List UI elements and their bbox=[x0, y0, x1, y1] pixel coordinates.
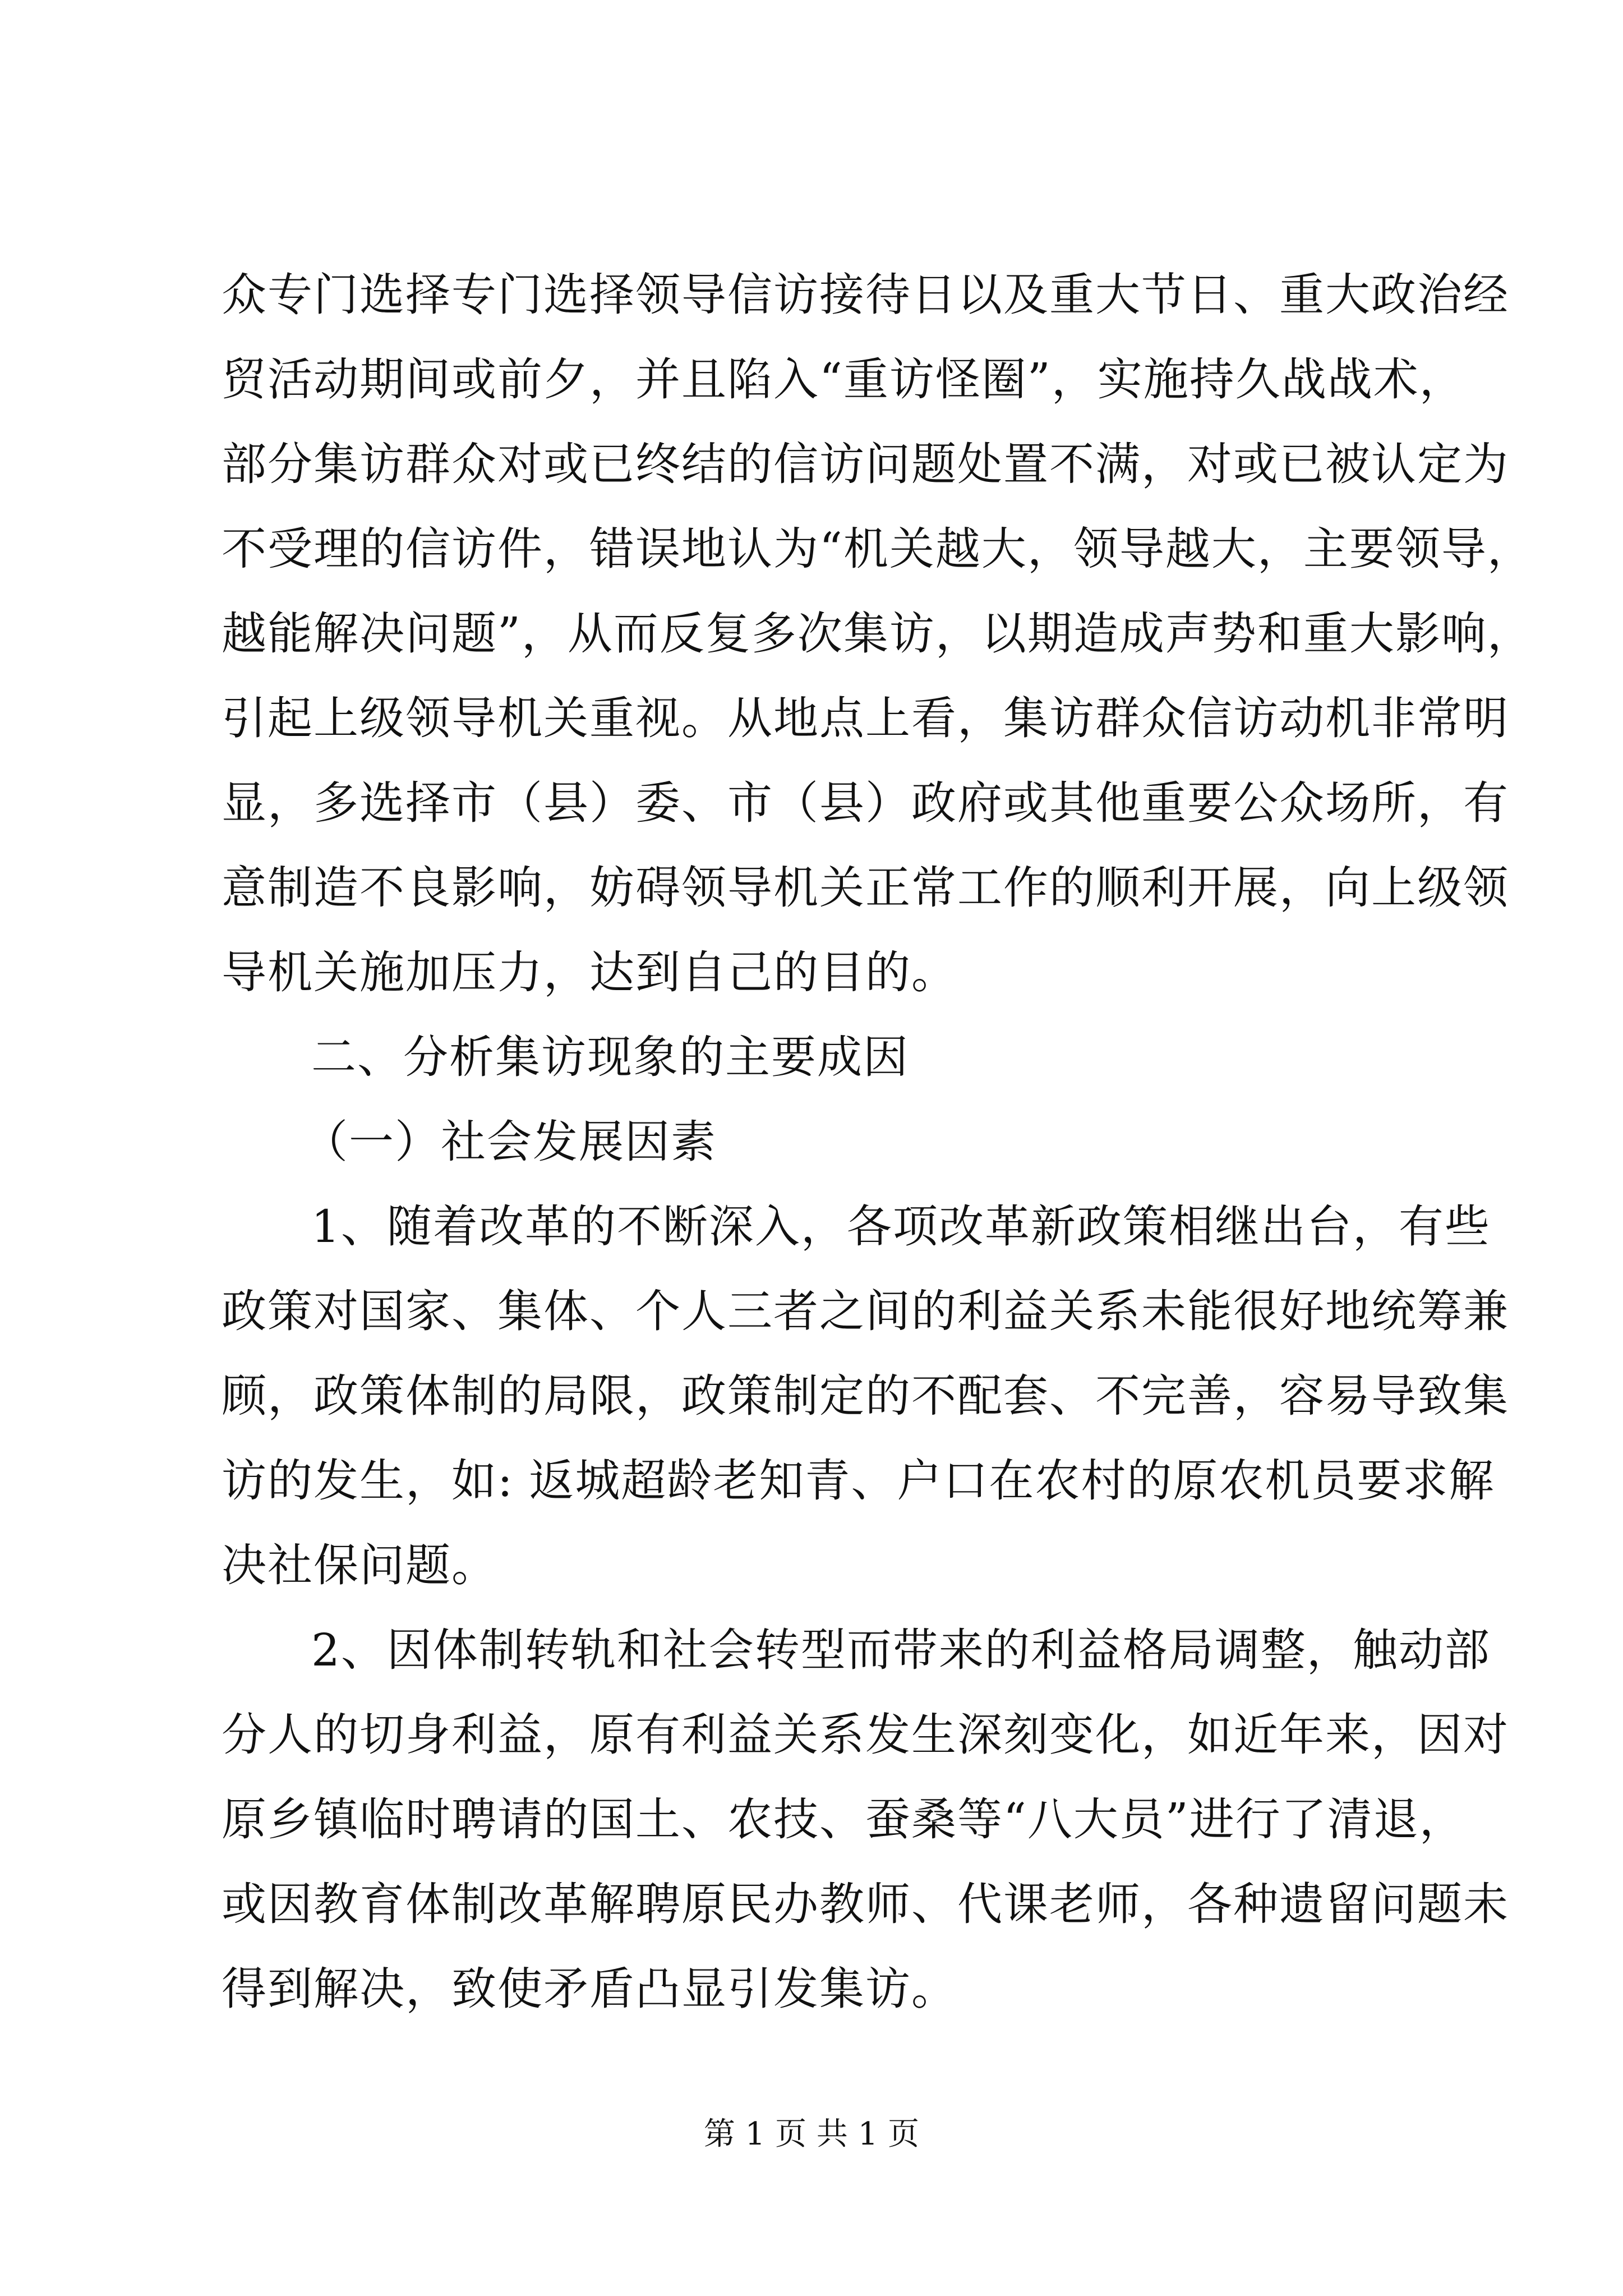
text-line: 引起上级领导机关重视。从地点上看，集访群众信访动机非常明 bbox=[222, 692, 1509, 744]
text-line: 政策对国家、集体、个人三者之间的利益关系未能很好地统筹兼 bbox=[222, 1285, 1509, 1337]
text-line: 不受理的信访件，错误地认为“机关越大，领导越大，主要领导， bbox=[222, 523, 1533, 575]
text-line: 分人的切身利益，原有利益关系发生深刻变化，如近年来，因对 bbox=[222, 1709, 1509, 1761]
text-line: 决社保问题。 bbox=[222, 1539, 497, 1591]
body-text bbox=[222, 252, 1533, 2031]
text-line: 部分集访群众对或已终结的信访问题处置不满，对或已被认定为 bbox=[222, 438, 1509, 490]
subsection-heading: （一）社会发展因素 bbox=[303, 1116, 717, 1168]
text-line: 贸活动期间或前夕，并且陷入“重访怪圈”，实施持久战战术， bbox=[222, 353, 1465, 406]
text-line: 访的发生，如: 返城超龄老知青、户口在农村的原农机员要求解 bbox=[222, 1455, 1495, 1507]
text-line: 1、随着改革的不断深入，各项改革新政策相继出台，有些 bbox=[311, 1200, 1491, 1253]
text-line: 或因教育体制改革解聘原民办教师、代课老师，各种遗留问题未 bbox=[222, 1878, 1509, 1930]
text-line: 意制造不良影响，妨碍领导机关正常工作的顺利开展，向上级领 bbox=[222, 862, 1509, 914]
text-line: 越能解决问题”，从而反复多次集访，以期造成声势和重大影响， bbox=[222, 608, 1533, 660]
text-line: 导机关施加压力，达到自己的目的。 bbox=[222, 946, 957, 999]
page-footer: 第 1 页 共 1 页 bbox=[703, 2116, 920, 2152]
text-line: 显，多选择市（县）委、市（县）政府或其他重要公众场所，有 bbox=[222, 777, 1509, 829]
text-line: 众专门选择专门选择领导信访接待日以及重大节日、重大政治经 bbox=[222, 269, 1509, 321]
text-line: 顾，政策体制的局限，政策制定的不配套、不完善，容易导致集 bbox=[222, 1370, 1509, 1422]
text-line: 得到解决，致使矛盾凸显引发集访。 bbox=[222, 1963, 957, 2015]
text-line: 原乡镇临时聘请的国土、农技、蚕桑等“八大员”进行了清退， bbox=[222, 1793, 1465, 1846]
section-heading: 二、分析集访现象的主要成因 bbox=[311, 1031, 909, 1083]
text-line: 2、因体制转轨和社会转型而带来的利益格局调整，触动部 bbox=[311, 1624, 1491, 1676]
